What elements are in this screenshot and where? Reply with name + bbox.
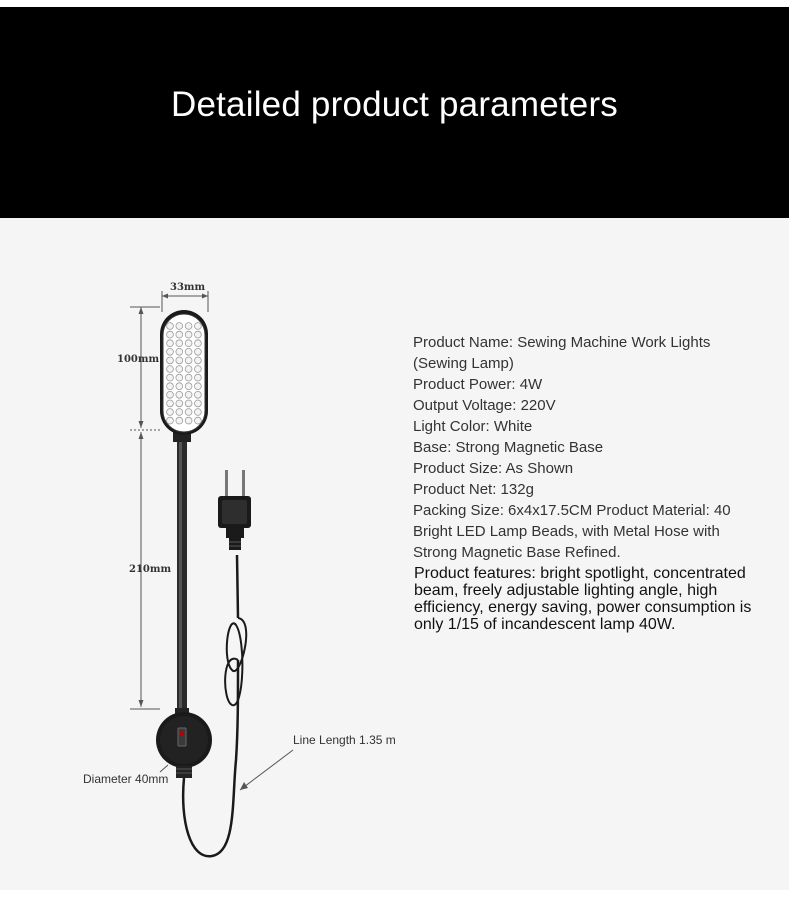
diameter-label: Diameter 40mm [83,772,169,786]
led-bead [185,383,192,390]
lamp-head [160,310,208,435]
led-bead [185,391,192,398]
led-bead [195,391,202,398]
led-bead [167,340,174,347]
led-bead [167,366,174,373]
led-bead [167,417,174,424]
plug [218,470,251,550]
led-bead [176,340,183,347]
head-height-label: 100mm [117,354,160,365]
led-bead [195,400,202,407]
led-bead [167,331,174,338]
spec-line: Output Voltage: 220V [413,397,556,414]
led-bead [167,400,174,407]
coiled-cable [225,618,246,705]
led-bead [176,374,183,381]
led-bead [167,374,174,381]
spec-line: Light Color: White [413,418,533,435]
line-length-label: Line Length 1.35 m [293,733,396,747]
led-bead [185,417,192,424]
spec-line: Base: Strong Magnetic Base [413,439,604,456]
led-bead [195,374,202,381]
led-bead [185,374,192,381]
led-bead [185,331,192,338]
line-length-callout [240,750,293,790]
led-bead [195,383,202,390]
led-bead [195,348,202,355]
led-bead [167,391,174,398]
led-bead [195,357,202,364]
led-bead [176,383,183,390]
led-bead [167,383,174,390]
led-bead [167,409,174,416]
led-bead [176,409,183,416]
led-bead [195,331,202,338]
led-bead [195,340,202,347]
led-bead [195,323,202,330]
led-bead [167,348,174,355]
led-bead [195,417,202,424]
spec-line: Packing Size: 6x4x17.5CM Product Material: 40 [413,502,731,519]
spec-line: Bright LED Lamp Beads, with Metal Hose with [413,523,720,540]
spec-line: Product Power: 4W [413,376,543,393]
spec-line: Product Net: 132g [413,481,534,498]
led-bead [185,348,192,355]
spec-line: Product Size: As Shown [413,460,574,477]
width-dimension [162,291,208,312]
led-bead [176,400,183,407]
led-bead [185,400,192,407]
led-bead [176,366,183,373]
led-bead [176,391,183,398]
spec-line: (Sewing Lamp) [413,355,514,372]
led-bead [176,357,183,364]
product-features: Product features: bright spotlight, concentrated beam, freely adjustable lighting angle, high efficiency, energy saving, power consumption is only 1/15 of incandescent lamp 40W. [414,565,752,633]
spec-list [413,332,773,563]
led-bead [185,366,192,373]
head-height-dimension [130,307,160,430]
spec-line: Product Name: Sewing Machine Work Lights [413,334,711,351]
led-bead [176,331,183,338]
hose-length-label: 210mm [129,564,172,575]
spec-line: Strong Magnetic Base Refined. [413,544,621,561]
width-label: 33mm [170,282,206,293]
led-bead [185,323,192,330]
led-bead [185,409,192,416]
page-title: Detailed product parameters [170,85,619,124]
led-bead [176,323,183,330]
led-bead [176,348,183,355]
led-bead [167,323,174,330]
led-bead [167,357,174,364]
led-bead [195,366,202,373]
led-bead [185,340,192,347]
led-bead [185,357,192,364]
led-bead [176,417,183,424]
led-bead [195,409,202,416]
gooseneck-hose [173,432,191,708]
